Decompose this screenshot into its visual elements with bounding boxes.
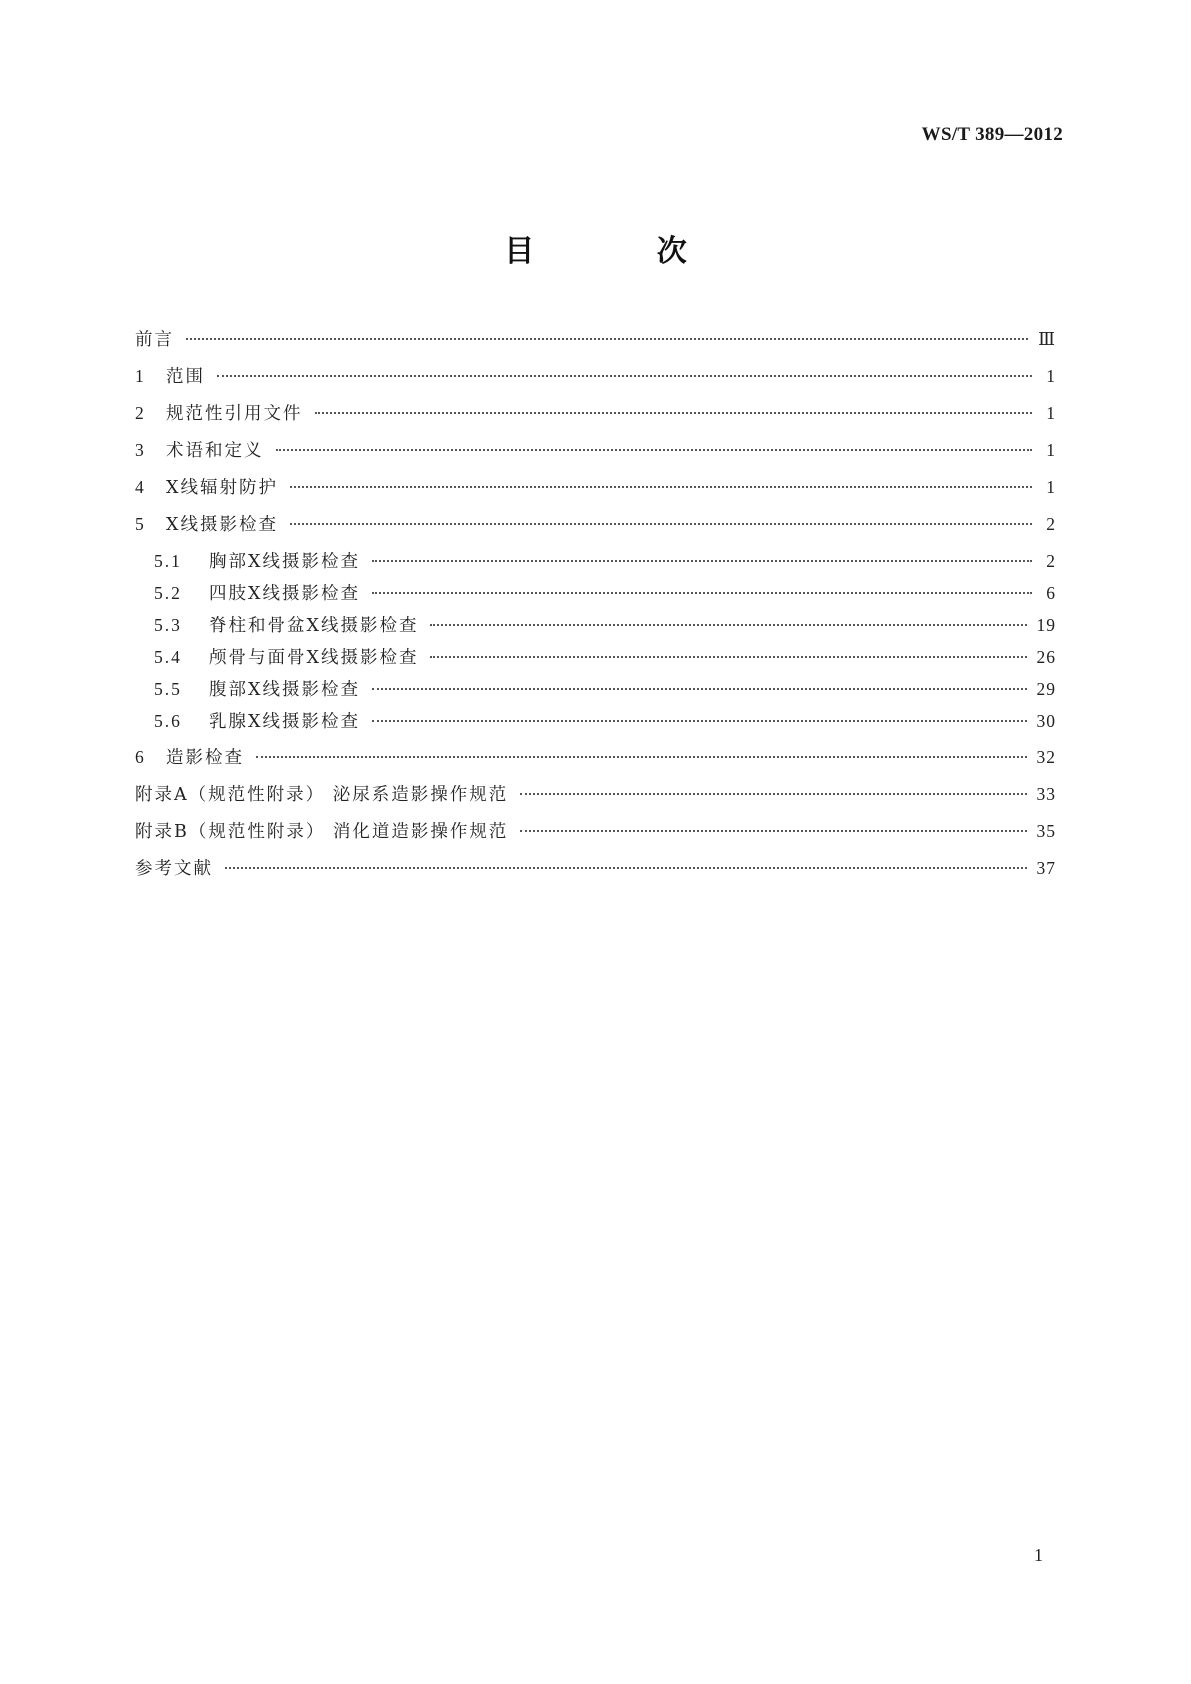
toc-entry-page: 29 <box>1036 679 1056 699</box>
toc-leader-dots <box>276 449 1033 451</box>
toc-heading: 目 次 <box>504 234 743 269</box>
toc-entry-page: 33 <box>1036 784 1056 804</box>
toc-entry-5[interactable] <box>135 511 1056 548</box>
toc-entry-number: 5.6 <box>154 711 182 731</box>
toc-entry-number: 5 <box>135 514 144 534</box>
table-of-contents <box>135 326 1056 892</box>
toc-leader-dots <box>520 830 1026 832</box>
toc-entry-number: 1 <box>135 366 144 386</box>
toc-entry-title: 腹部X线摄影检查 <box>209 680 360 700</box>
toc-entry-page: 30 <box>1036 711 1056 731</box>
toc-leader-dots <box>290 486 1032 488</box>
toc-entry-appendix-b[interactable] <box>135 818 1056 855</box>
toc-entry-number: 5.1 <box>154 551 182 571</box>
toc-entry-5-2[interactable] <box>135 580 1056 612</box>
toc-leader-dots <box>290 523 1032 525</box>
toc-entry-appendix-a[interactable] <box>135 781 1056 818</box>
toc-entry-title: 附录B（规范性附录） 消化道造影操作规范 <box>135 822 509 842</box>
toc-entry-page: 2 <box>1046 551 1056 571</box>
toc-leader-dots <box>520 793 1026 795</box>
toc-entry-page: 2 <box>1046 514 1056 534</box>
toc-entry-page: 1 <box>1046 477 1056 497</box>
toc-leader-dots <box>372 720 1027 722</box>
toc-entry-page: Ⅲ <box>1038 329 1056 349</box>
toc-entry-title: X线摄影检查 <box>166 515 278 535</box>
toc-entry-page: 1 <box>1046 403 1056 423</box>
toc-entry-number: 5.3 <box>154 615 182 635</box>
toc-entry-page: 26 <box>1036 647 1056 667</box>
toc-entry-page: 19 <box>1036 615 1056 635</box>
toc-entry-title: 乳腺X线摄影检查 <box>209 712 360 732</box>
toc-entry-number: 5.4 <box>154 647 182 667</box>
toc-entry-title: 附录A（规范性附录） 泌尿系造影操作规范 <box>135 785 509 805</box>
toc-entry-number: 6 <box>135 747 144 767</box>
toc-entry-title: X线辐射防护 <box>166 478 278 498</box>
toc-leader-dots <box>430 656 1026 658</box>
toc-entry-6[interactable] <box>135 744 1056 781</box>
toc-leader-dots <box>217 375 1032 377</box>
toc-entry-page: 35 <box>1036 821 1056 841</box>
toc-entry-title: 脊柱和骨盆X线摄影检查 <box>209 616 419 636</box>
toc-entry-1[interactable] <box>135 363 1056 400</box>
toc-entry-title: 术语和定义 <box>166 441 264 461</box>
toc-entry-title: 胸部X线摄影检查 <box>209 552 360 572</box>
standard-code: WS/T 389—2012 <box>921 124 1063 145</box>
toc-entry-2[interactable] <box>135 400 1056 437</box>
page-number: 1 <box>1034 1545 1043 1565</box>
toc-entry-number: 3 <box>135 440 144 460</box>
toc-entry-title: 颅骨与面骨X线摄影检查 <box>209 648 419 668</box>
toc-entry-5-4[interactable] <box>135 644 1056 676</box>
toc-entry-5-1[interactable] <box>135 548 1056 580</box>
toc-entry-title: 参考文献 <box>135 859 213 879</box>
toc-entry-5-6[interactable] <box>135 708 1056 744</box>
toc-leader-dots <box>225 867 1027 869</box>
toc-leader-dots <box>256 756 1027 758</box>
toc-entry-page: 32 <box>1036 747 1056 767</box>
toc-entry-number: 5.2 <box>154 583 182 603</box>
toc-entry-number: 2 <box>135 403 144 423</box>
toc-entry-title: 造影检查 <box>166 748 244 768</box>
toc-leader-dots <box>372 560 1032 562</box>
toc-entry-title: 范围 <box>166 367 205 387</box>
toc-leader-dots <box>372 688 1027 690</box>
toc-entry-title: 前言 <box>135 330 174 350</box>
toc-entry-4[interactable] <box>135 474 1056 511</box>
toc-leader-dots <box>186 338 1028 340</box>
toc-entry-page: 1 <box>1046 440 1056 460</box>
toc-entry-5-3[interactable] <box>135 612 1056 644</box>
toc-entry-3[interactable] <box>135 437 1056 474</box>
toc-entry-page: 6 <box>1046 583 1056 603</box>
toc-entry-page: 1 <box>1046 366 1056 386</box>
toc-entry-number: 4 <box>135 477 144 497</box>
toc-entry-references[interactable] <box>135 855 1056 892</box>
toc-leader-dots <box>430 624 1026 626</box>
toc-entry-number: 5.5 <box>154 679 182 699</box>
toc-entry-title: 规范性引用文件 <box>166 404 303 424</box>
toc-leader-dots <box>315 412 1033 414</box>
toc-entry-foreword[interactable] <box>135 326 1056 363</box>
toc-entry-title: 四肢X线摄影检查 <box>209 584 360 604</box>
toc-entry-page: 37 <box>1036 858 1056 878</box>
toc-leader-dots <box>372 592 1032 594</box>
toc-entry-5-5[interactable] <box>135 676 1056 708</box>
